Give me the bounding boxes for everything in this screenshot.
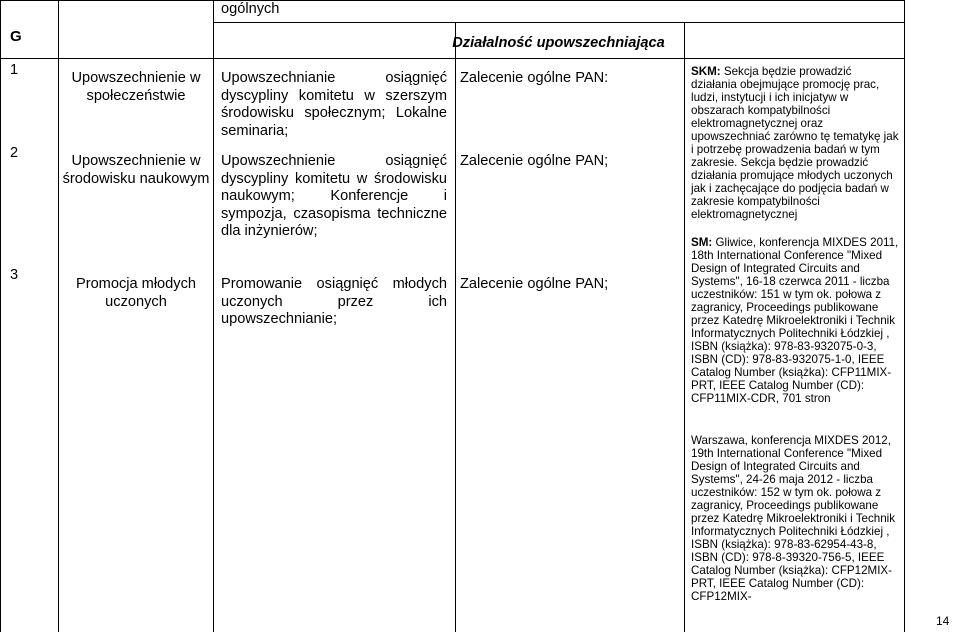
row-number-1: 1: [10, 62, 19, 78]
col-border-2: [213, 0, 214, 632]
row-name-1: Upowszechnienie w społeczeństwie: [71, 70, 201, 104]
row-recommendation-1: Zalecenie ogólne PAN:: [460, 70, 609, 86]
row-description-1: Upowszechnianie osiągnięć dyscypliny komitetu w szerszym środowisku społecznym; Lokalne seminaria;: [221, 70, 447, 139]
sm-text: Gliwice, konferencja MIXDES 2011, 18th International Conference "Mixed Design of Integrated Circuits and Systems", 16-18 czerwca 2011 - liczba uczestników: 151 w tym ok. połowa z zagranicy, Proceedings publikowane przez Katedrę Mikroelektroniki i Technik Informatycznych Politechniki Łódzkiej , ISBN (książka): 978-83-932075-0-3, ISBN (CD): 978-83-932075-1-0, IEEE Catalog Number (książka): CFP11MIX-PRT, IEEE Catalog Number (CD): CFP11MIX-CDR, 701 stron: [691, 236, 899, 405]
header-inner-border: [213, 22, 905, 23]
skm-text: Sekcja będzie prowadzić działania obejmujące promocję prac, ludzi, instytucji i ich inicjatyw w obszarach kompatybilności elektromagnetycznej oraz upowszechniać zarówno tę tematykę jak i potrzebę prowadzenia badań w tym zakresie. Sekcja będzie prowadzić działania promujące młodych uczonych jak i zachęcające do podjęcia badań w zakresie kompatybilności elektromagnetycznej: [691, 65, 899, 221]
skm-note: [691, 65, 899, 221]
col-border-0: [0, 0, 1, 632]
header-row-border: [0, 58, 905, 59]
sm-note: [691, 236, 899, 405]
row-recommendation-3: Zalecenie ogólne PAN;: [460, 276, 609, 292]
page-number: 14: [936, 614, 950, 628]
row-number-2: 2: [10, 145, 19, 161]
col-border-3: [455, 22, 456, 632]
row-description-3: Promowanie osiągnięć młodych uczonych przez ich upowszechnianie;: [221, 276, 447, 327]
row-description-2: Upowszechnienie osiągnięć dyscypliny komitetu w środowisku naukowym; Konferencje i sympozja, czasopisma techniczne dla inżynierów;: [221, 153, 447, 239]
sm-label: SM:: [691, 236, 713, 249]
skm-label: SKM:: [691, 65, 721, 78]
col-border-1: [58, 0, 59, 632]
row-recommendation-2: Zalecenie ogólne PAN;: [460, 153, 609, 169]
col-g-heading: G: [10, 28, 22, 45]
warsaw-note: Warszawa, konferencja MIXDES 2012, 19th International Conference "Mixed Design of Integrated Circuits and Systems", 24-26 maja 2012 - liczba uczestników: 152 w tym ok. połowa z zagranicy, Proceedings publikowane przez Katedrę Mikroelektroniki i Technik Informatycznych Politechniki Łódzkiej , ISBN (książka): 978-83-62954-43-8, ISBN (CD): 978-8-39320-756-5, IEEE Catalog Number (książka): CFP12MIX-PRT, IEEE Catalog Number (CD): CFP12MIX-: [691, 434, 896, 603]
col-border-4: [684, 22, 685, 632]
row-number-3: 3: [10, 267, 19, 283]
section-title: Działalność upowszechniająca: [452, 35, 665, 51]
top-fragment-text: ogólnych: [221, 1, 280, 17]
row-name-3: Promocja młodych uczonych: [75, 276, 197, 310]
col-border-5: [904, 0, 905, 632]
table-top-border: [0, 0, 905, 1]
row-name-2: Upowszechnienie w środowisku naukowym: [62, 153, 210, 187]
